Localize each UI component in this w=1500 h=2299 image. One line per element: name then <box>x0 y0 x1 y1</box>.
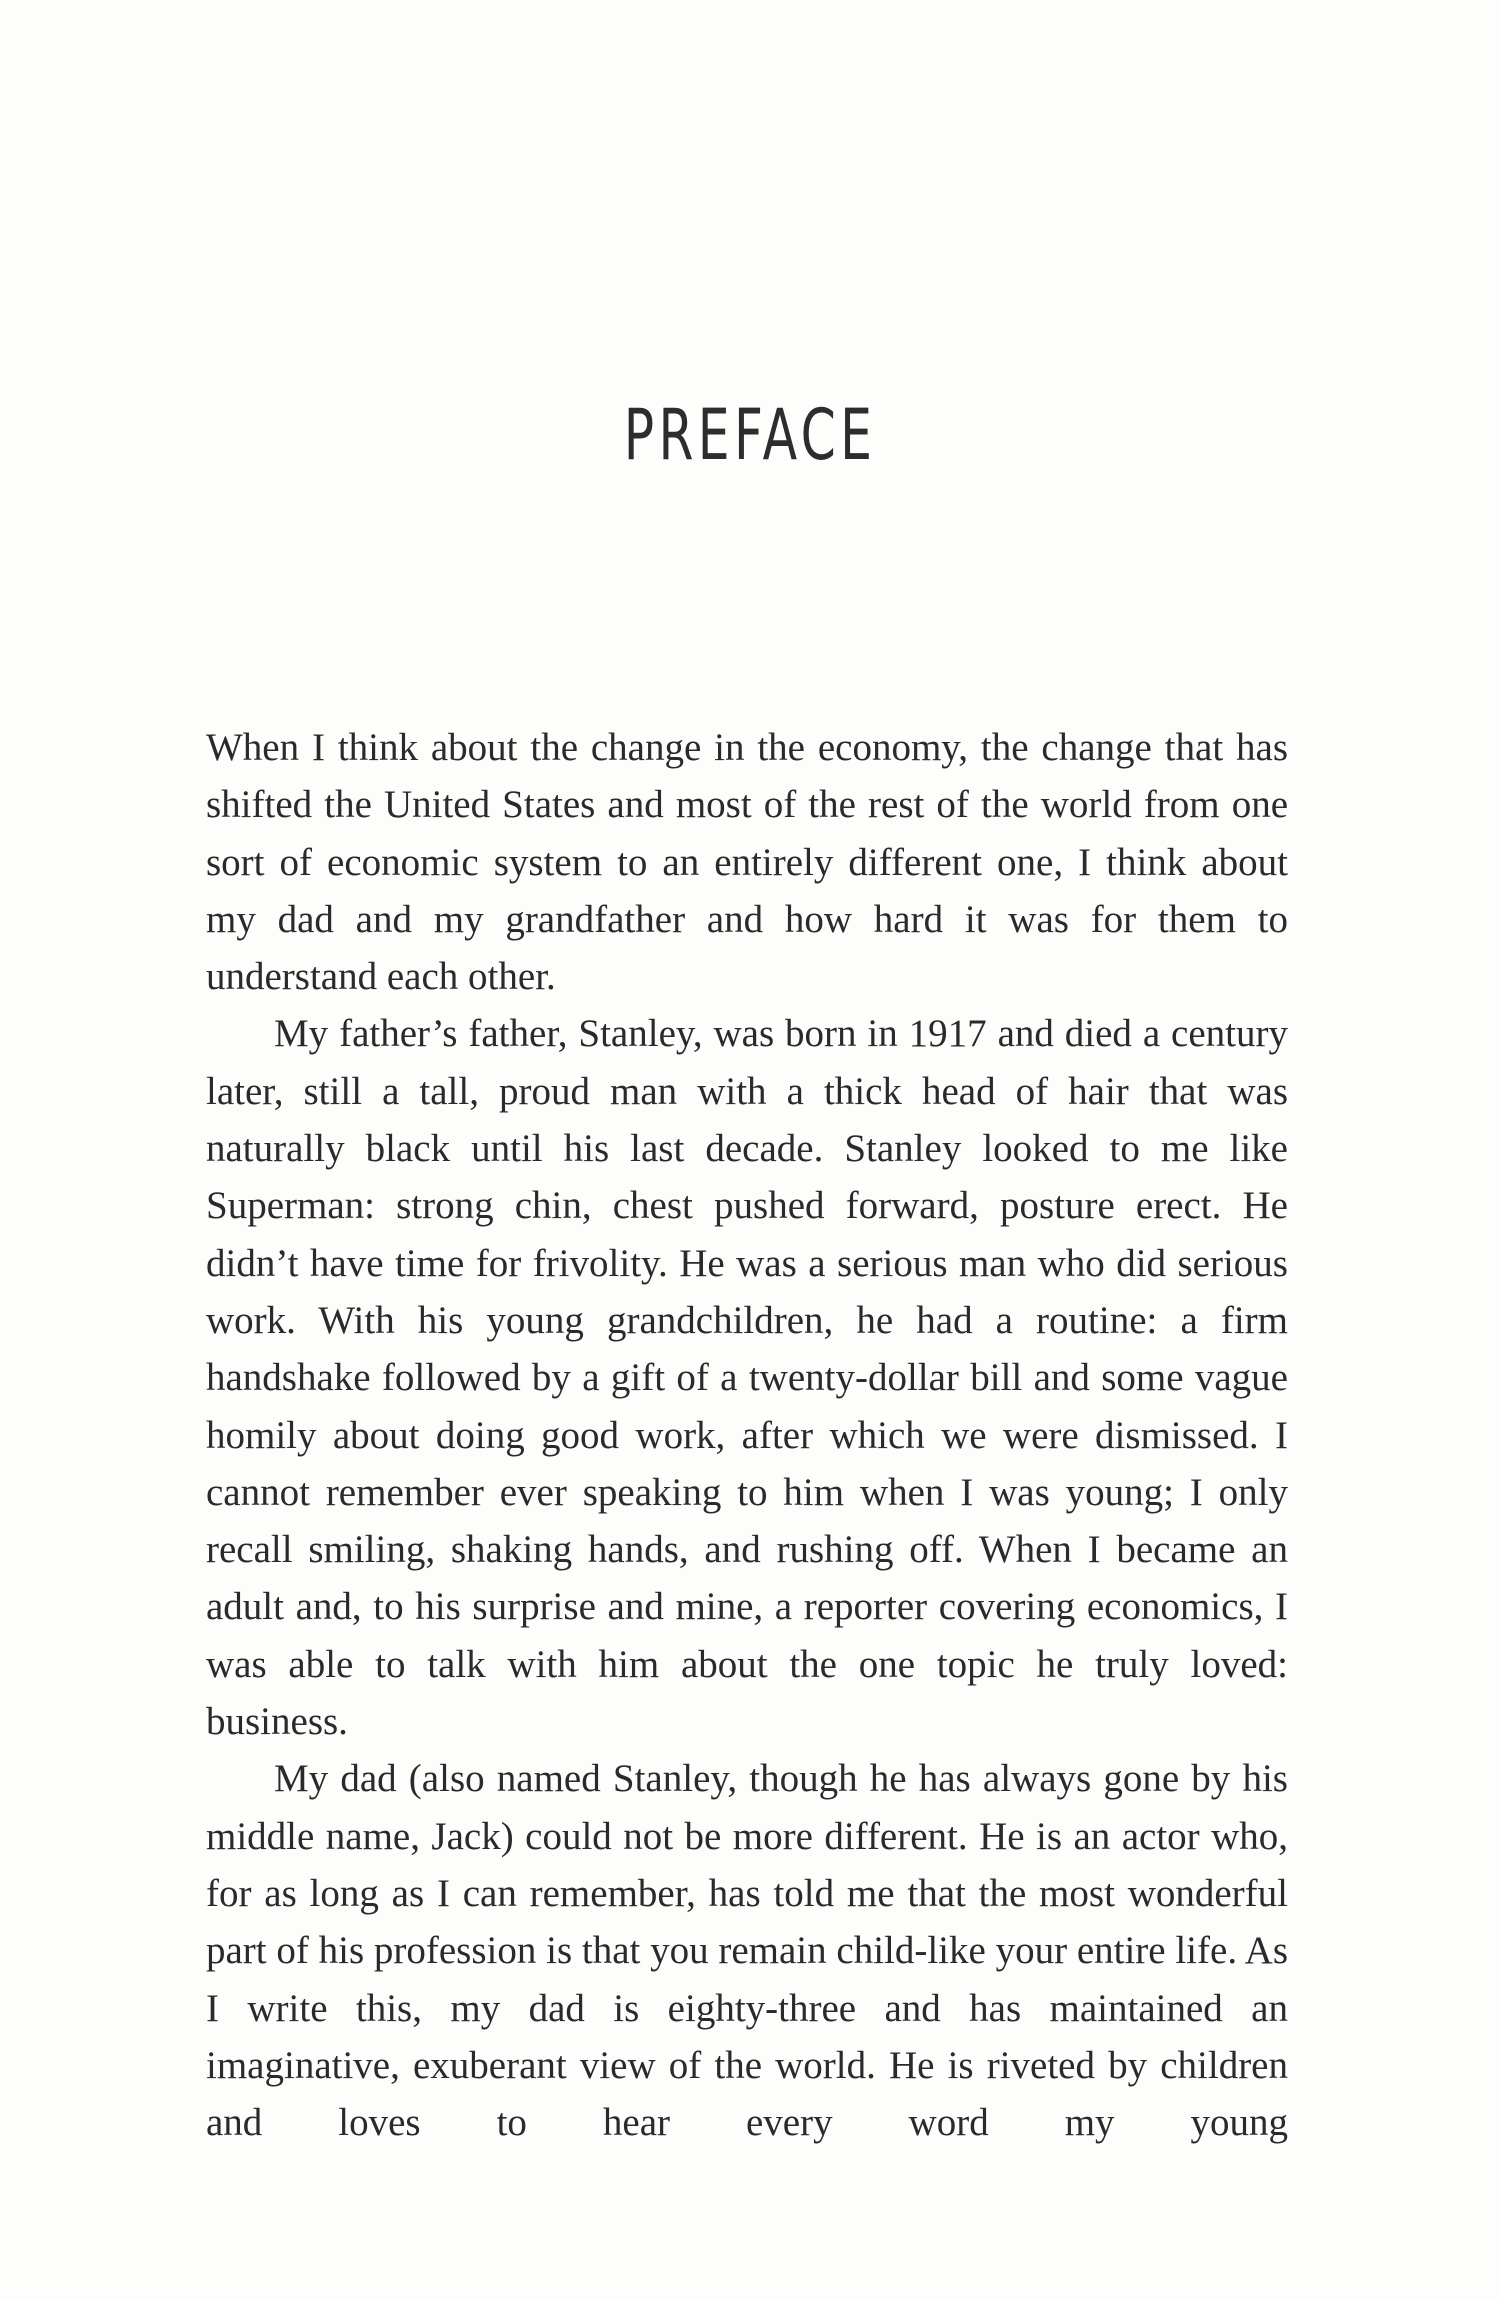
body-text <box>206 719 1288 2151</box>
paragraph-2: My father’s father, Stanley, was born in 1917 and died a century later, still a tall, proud man with a thick head of hair that was naturally black until his last decade. Stanley looked to me like Superman: strong chin, chest pushed forward, posture erect. He didn’t have time for frivolity. He was a serious man who did serious work. With his young grandchildren, he had a routine: a firm handshake followed by a gift of a twenty-dollar bill and some vague homily about doing good work, after which we were dismissed. I cannot remember ever speaking to him when I was young; I only recall smiling, shaking hands, and rushing off. When I became an adult and, to his surprise and mine, a reporter covering economics, I was able to talk with him about the one topic he truly loved: business. <box>206 1012 1288 1744</box>
paragraph-1: When I think about the change in the economy, the change that has shifted the United States and most of the rest of the world from one sort of economic system to an entirely different one, I think about my dad and my grandfather and how hard it was for them to understand each other. <box>206 726 1288 999</box>
paragraph-3: My dad (also named Stanley, though he has always gone by his middle name, Jack) could not be more different. He is an actor who, for as long as I can remember, has told me that the most wonderful part of his profession is that you remain child-like your entire life. As I write this, my dad is eighty-three and has maintained an imaginative, exuberant view of the world. He is riveted by children and loves to hear every word my young <box>206 1757 1289 2145</box>
chapter-title: PREFACE <box>623 394 877 476</box>
